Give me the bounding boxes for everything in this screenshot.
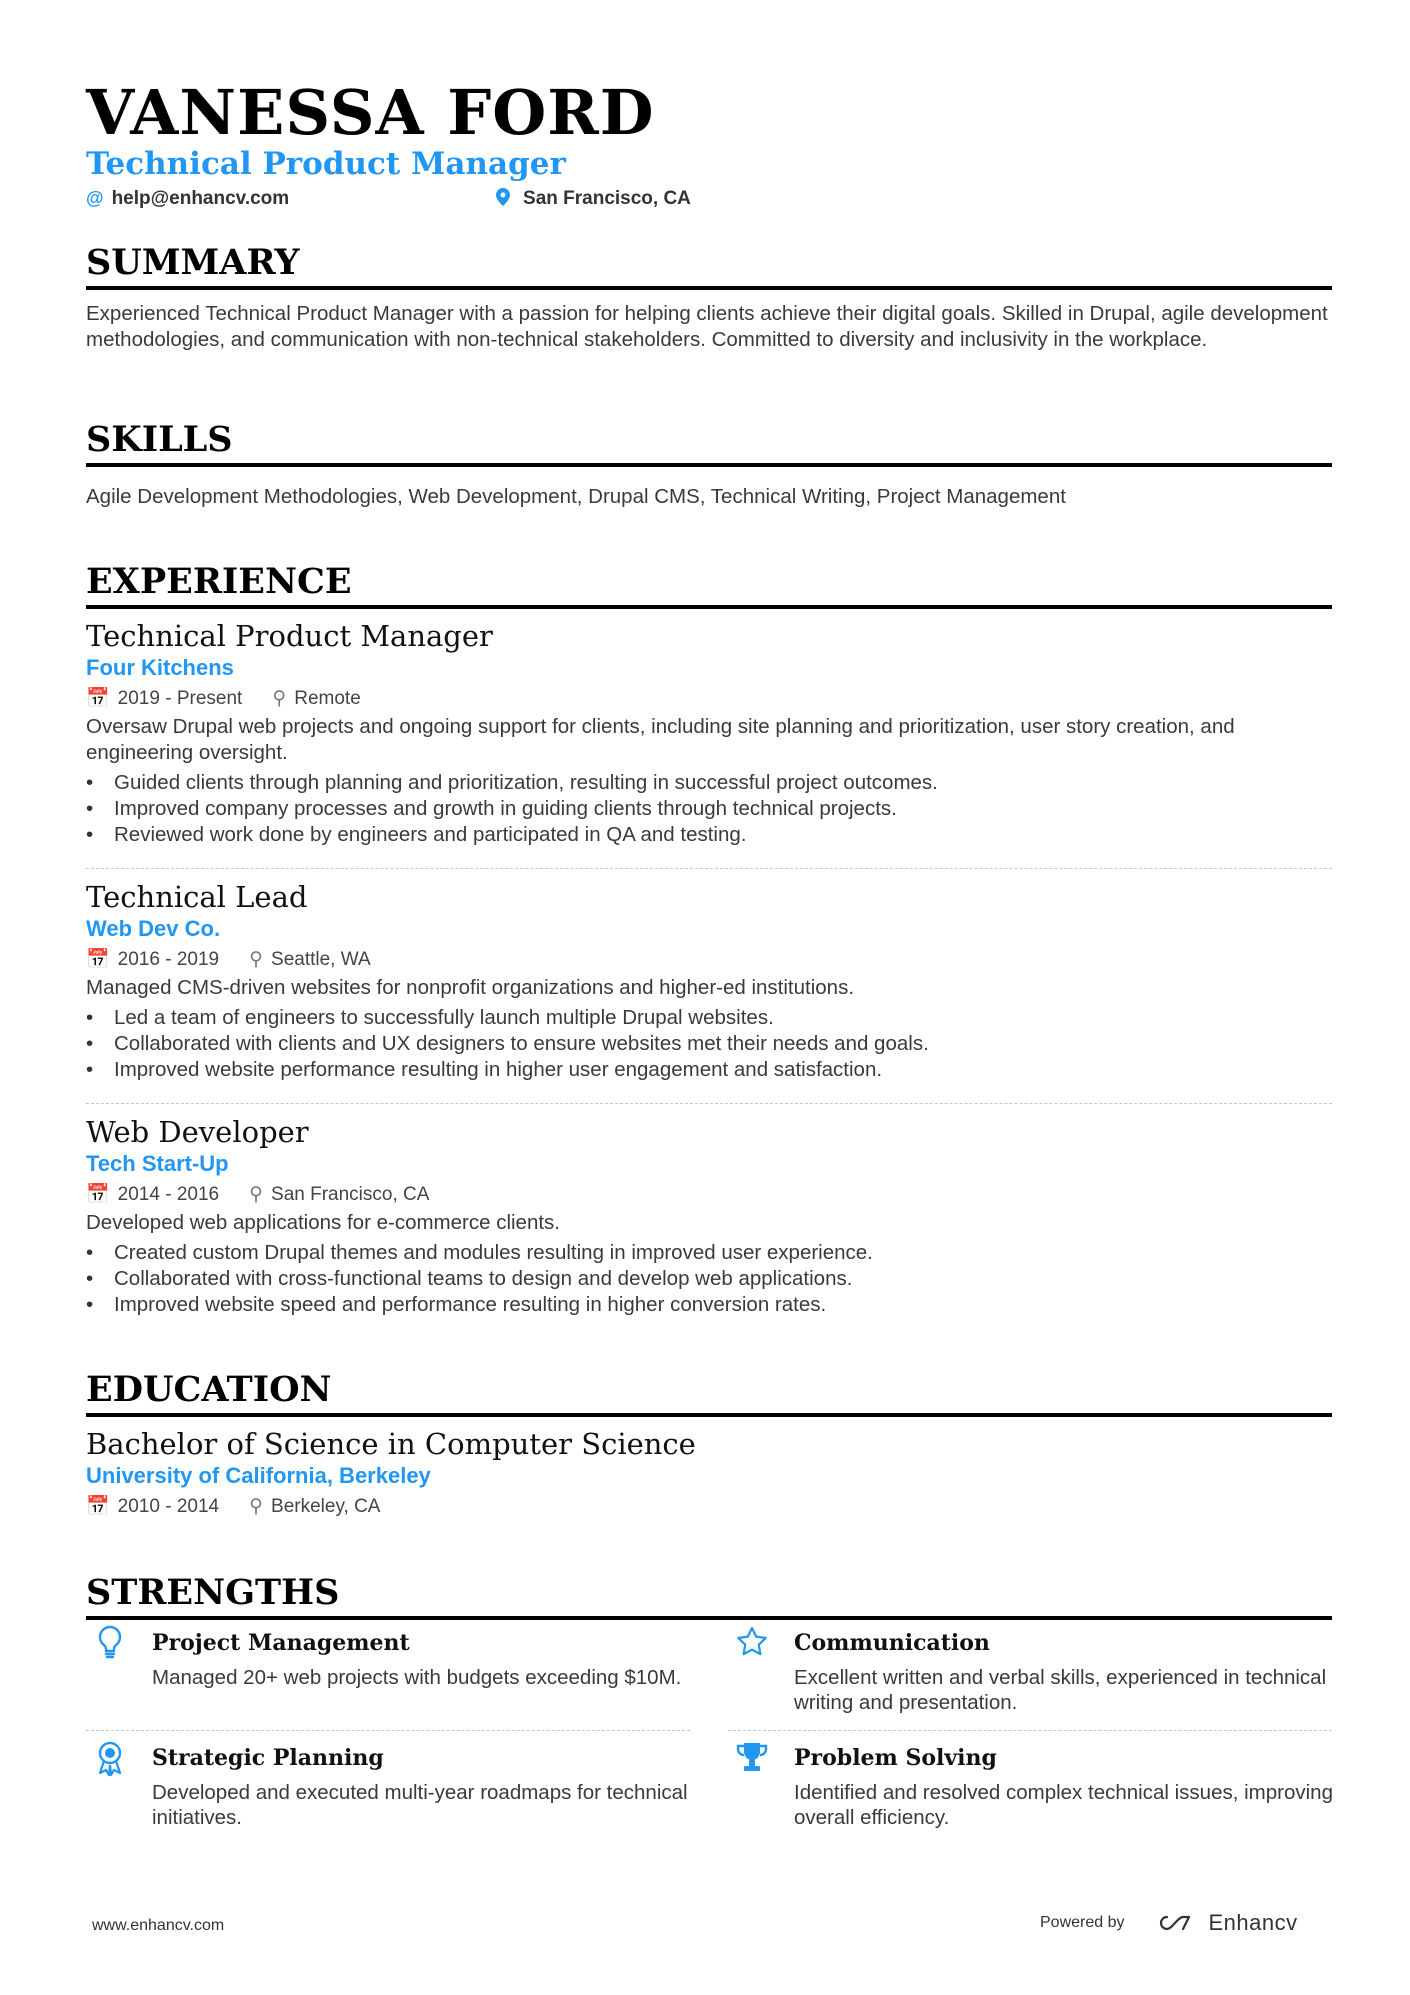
job-title: Technical Lead [86, 880, 308, 914]
strength-title: Problem Solving [794, 1745, 997, 1771]
email-text: help@enhancv.com [111, 188, 290, 209]
strength-description: Identified and resolved complex technical issues, improving overall efficiency. [794, 1781, 1333, 1829]
candidate-name: VANESSA FORD [86, 76, 655, 149]
job-bullet: • Improved website speed and performance resulting in higher conversion rates. [86, 1292, 1332, 1318]
job-bullets [86, 1005, 1332, 1083]
enhancv-logo-icon [1153, 1911, 1201, 1935]
job-bullet: • Collaborated with cross-functional teams to design and develop web applications. [86, 1266, 1332, 1292]
job-bullet: • Guided clients through planning and prioritization, resulting in successful project outcomes. [86, 770, 1332, 796]
trophy-icon [734, 1740, 770, 1776]
job-description: Oversaw Drupal web projects and ongoing support for clients, including site planning and prioritization, user story creation, and engineering oversight. [86, 715, 1235, 764]
job-bullet: • Improved website performance resulting in higher user engagement and satisfaction. [86, 1057, 1332, 1083]
education-location: Berkeley, CA [271, 1496, 381, 1517]
strength-description: Excellent written and verbal skills, experienced in technical writing and presentation. [794, 1666, 1327, 1714]
summary-text: Experienced Technical Product Manager with a passion for helping clients achieve their digital goals. Skilled in Drupal, agile development methodologies, and communication with non-technical stakeholders. Committed to diversity and inclusivity in the workplace. [86, 302, 1328, 351]
job-bullet: • Created custom Drupal themes and modules resulting in improved user experience. [86, 1240, 1332, 1266]
contact-location [496, 186, 691, 211]
powered-by-label: Powered by [1040, 1914, 1125, 1931]
skills-heading: SKILLS [86, 419, 1332, 467]
calendar-icon: 📅 [86, 949, 110, 970]
strength-title: Strategic Planning [152, 1745, 384, 1771]
education-heading: EDUCATION [86, 1369, 1332, 1417]
contact-email[interactable] [86, 186, 289, 211]
strength-divider [86, 1730, 690, 1731]
award-ribbon-icon [92, 1740, 128, 1776]
job-location: Seattle, WA [271, 949, 371, 970]
job-dates: 2019 - Present [117, 688, 243, 709]
strength-description: Developed and executed multi-year roadmaps for technical initiatives. [152, 1781, 688, 1829]
school-name: University of California, Berkeley [86, 1463, 431, 1488]
calendar-icon: 📅 [86, 1496, 110, 1517]
footer-branding[interactable] [1040, 1910, 1298, 1936]
strength-title: Communication [794, 1630, 990, 1656]
candidate-title: Technical Product Manager [86, 146, 566, 182]
job-entry [86, 618, 1332, 848]
lightbulb-icon [92, 1625, 128, 1661]
strength-description: Managed 20+ web projects with budgets exceeding $10M. [152, 1666, 682, 1689]
skills-text: Agile Development Methodologies, Web Development, Drupal CMS, Technical Writing, Project Management [86, 485, 1066, 508]
location-pin-icon: ⚲ [272, 688, 287, 709]
job-divider [86, 1103, 1332, 1104]
experience-heading: EXPERIENCE [86, 561, 1332, 609]
job-bullets [86, 770, 1332, 848]
calendar-icon: 📅 [86, 1184, 110, 1205]
job-bullet: • Improved company processes and growth in guiding clients through technical projects. [86, 796, 1332, 822]
job-location: Remote [294, 688, 361, 709]
job-title: Web Developer [86, 1115, 309, 1149]
education-entry [86, 1426, 1332, 1522]
strength-divider [728, 1730, 1332, 1731]
job-dates: 2016 - 2019 [117, 949, 220, 970]
job-meta [86, 686, 1332, 712]
job-meta [86, 947, 1332, 973]
job-dates: 2014 - 2016 [117, 1184, 220, 1205]
job-description: Developed web applications for e-commerce clients. [86, 1211, 561, 1234]
company-name: Tech Start-Up [86, 1151, 229, 1176]
job-bullet: • Collaborated with clients and UX designers to ensure websites met their needs and goals. [86, 1031, 1332, 1057]
brand-name: Enhancv [1208, 1910, 1298, 1935]
strength-title: Project Management [152, 1630, 410, 1656]
education-meta [86, 1494, 1332, 1520]
job-bullets [86, 1240, 1332, 1318]
job-description: Managed CMS-driven websites for nonprofit organizations and higher-ed institutions. [86, 976, 855, 999]
strengths-heading: STRENGTHS [86, 1572, 1332, 1620]
job-meta [86, 1182, 1332, 1208]
at-sign-icon: @ [86, 188, 104, 208]
calendar-icon: 📅 [86, 688, 110, 709]
location-text: San Francisco, CA [523, 188, 691, 209]
job-entry [86, 879, 1332, 1083]
location-pin-icon: ⚲ [249, 1496, 264, 1517]
job-entry [86, 1114, 1332, 1318]
job-title: Technical Product Manager [86, 619, 493, 653]
location-pin-icon [496, 188, 515, 208]
degree-title: Bachelor of Science in Computer Science [86, 1427, 696, 1461]
job-location: San Francisco, CA [271, 1184, 430, 1205]
star-icon [734, 1625, 770, 1661]
footer-website[interactable]: www.enhancv.com [92, 1917, 225, 1934]
job-bullet: • Led a team of engineers to successfully launch multiple Drupal websites. [86, 1005, 1332, 1031]
education-dates: 2010 - 2014 [117, 1496, 220, 1517]
job-bullet: • Reviewed work done by engineers and participated in QA and testing. [86, 822, 1332, 848]
company-name: Four Kitchens [86, 655, 234, 680]
summary-heading: SUMMARY [86, 242, 1332, 290]
location-pin-icon: ⚲ [249, 1184, 264, 1205]
job-divider [86, 868, 1332, 869]
location-pin-icon: ⚲ [249, 949, 264, 970]
company-name: Web Dev Co. [86, 916, 221, 941]
